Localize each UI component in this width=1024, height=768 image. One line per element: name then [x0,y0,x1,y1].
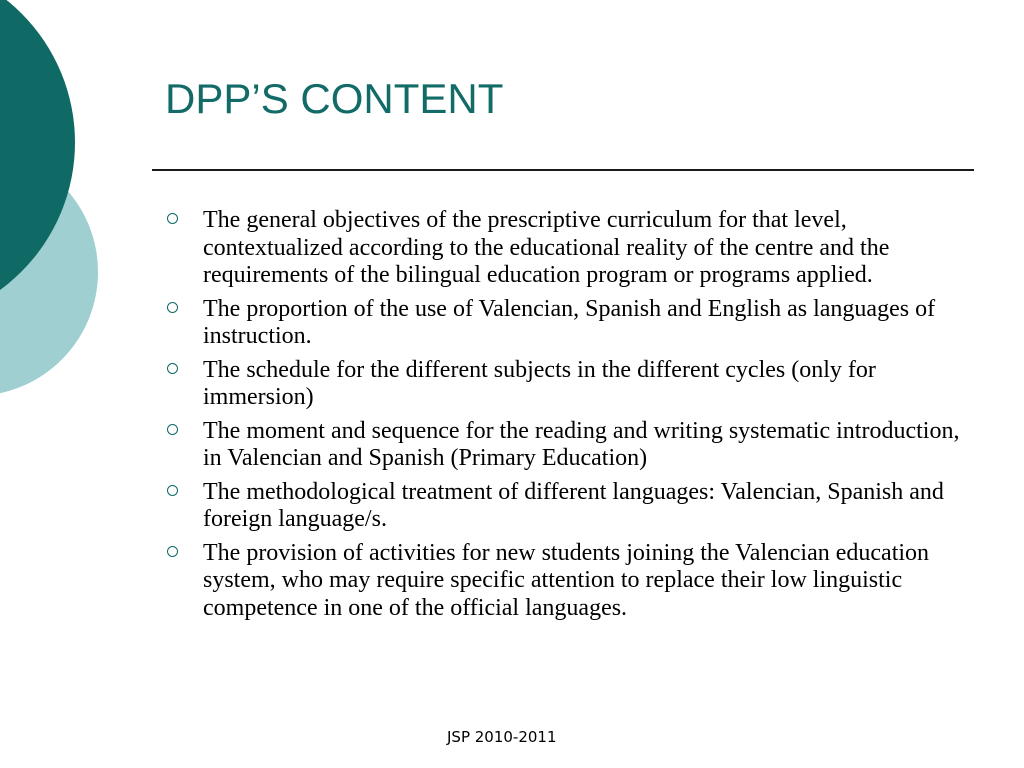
bullet-text: The methodological treatment of different languages: Valencian, Spanish and foreign language/s. [203,478,944,532]
title-divider [152,169,974,171]
bullet-text: The provision of activities for new students joining the Valencian education system, who may require specific attention to replace their low linguistic competence in one of the official languages. [203,539,930,621]
hollow-circle-bullet-icon [167,363,178,374]
bullet-text: The moment and sequence for the reading and writing systematic introduction, in Valencian and Spanish (Primary Education) [203,417,960,471]
bullet-item [163,540,963,623]
bullet-list [163,207,963,628]
hollow-circle-bullet-icon [167,213,178,224]
hollow-circle-bullet-icon [167,485,178,496]
bullet-item [163,296,963,351]
bullet-item [163,207,963,290]
bullet-item [163,418,963,473]
bullet-item [163,357,963,412]
hollow-circle-bullet-icon [167,424,178,435]
bullet-item [163,479,963,534]
slide-footer: JSP 2010-2011 [447,728,557,746]
bullet-text: The general objectives of the prescriptive curriculum for that level, contextualized according to the educational reality of the centre and the requirements of the bilingual education program or programs applied. [203,207,890,288]
bullet-text: The schedule for the different subjects in the different cycles (only for immersion) [203,356,876,410]
bullet-text: The proportion of the use of Valencian, Spanish and English as languages of instruction. [203,295,936,349]
hollow-circle-bullet-icon [167,302,178,313]
hollow-circle-bullet-icon [167,546,178,557]
slide-title: DPP’S CONTENT [165,75,504,122]
